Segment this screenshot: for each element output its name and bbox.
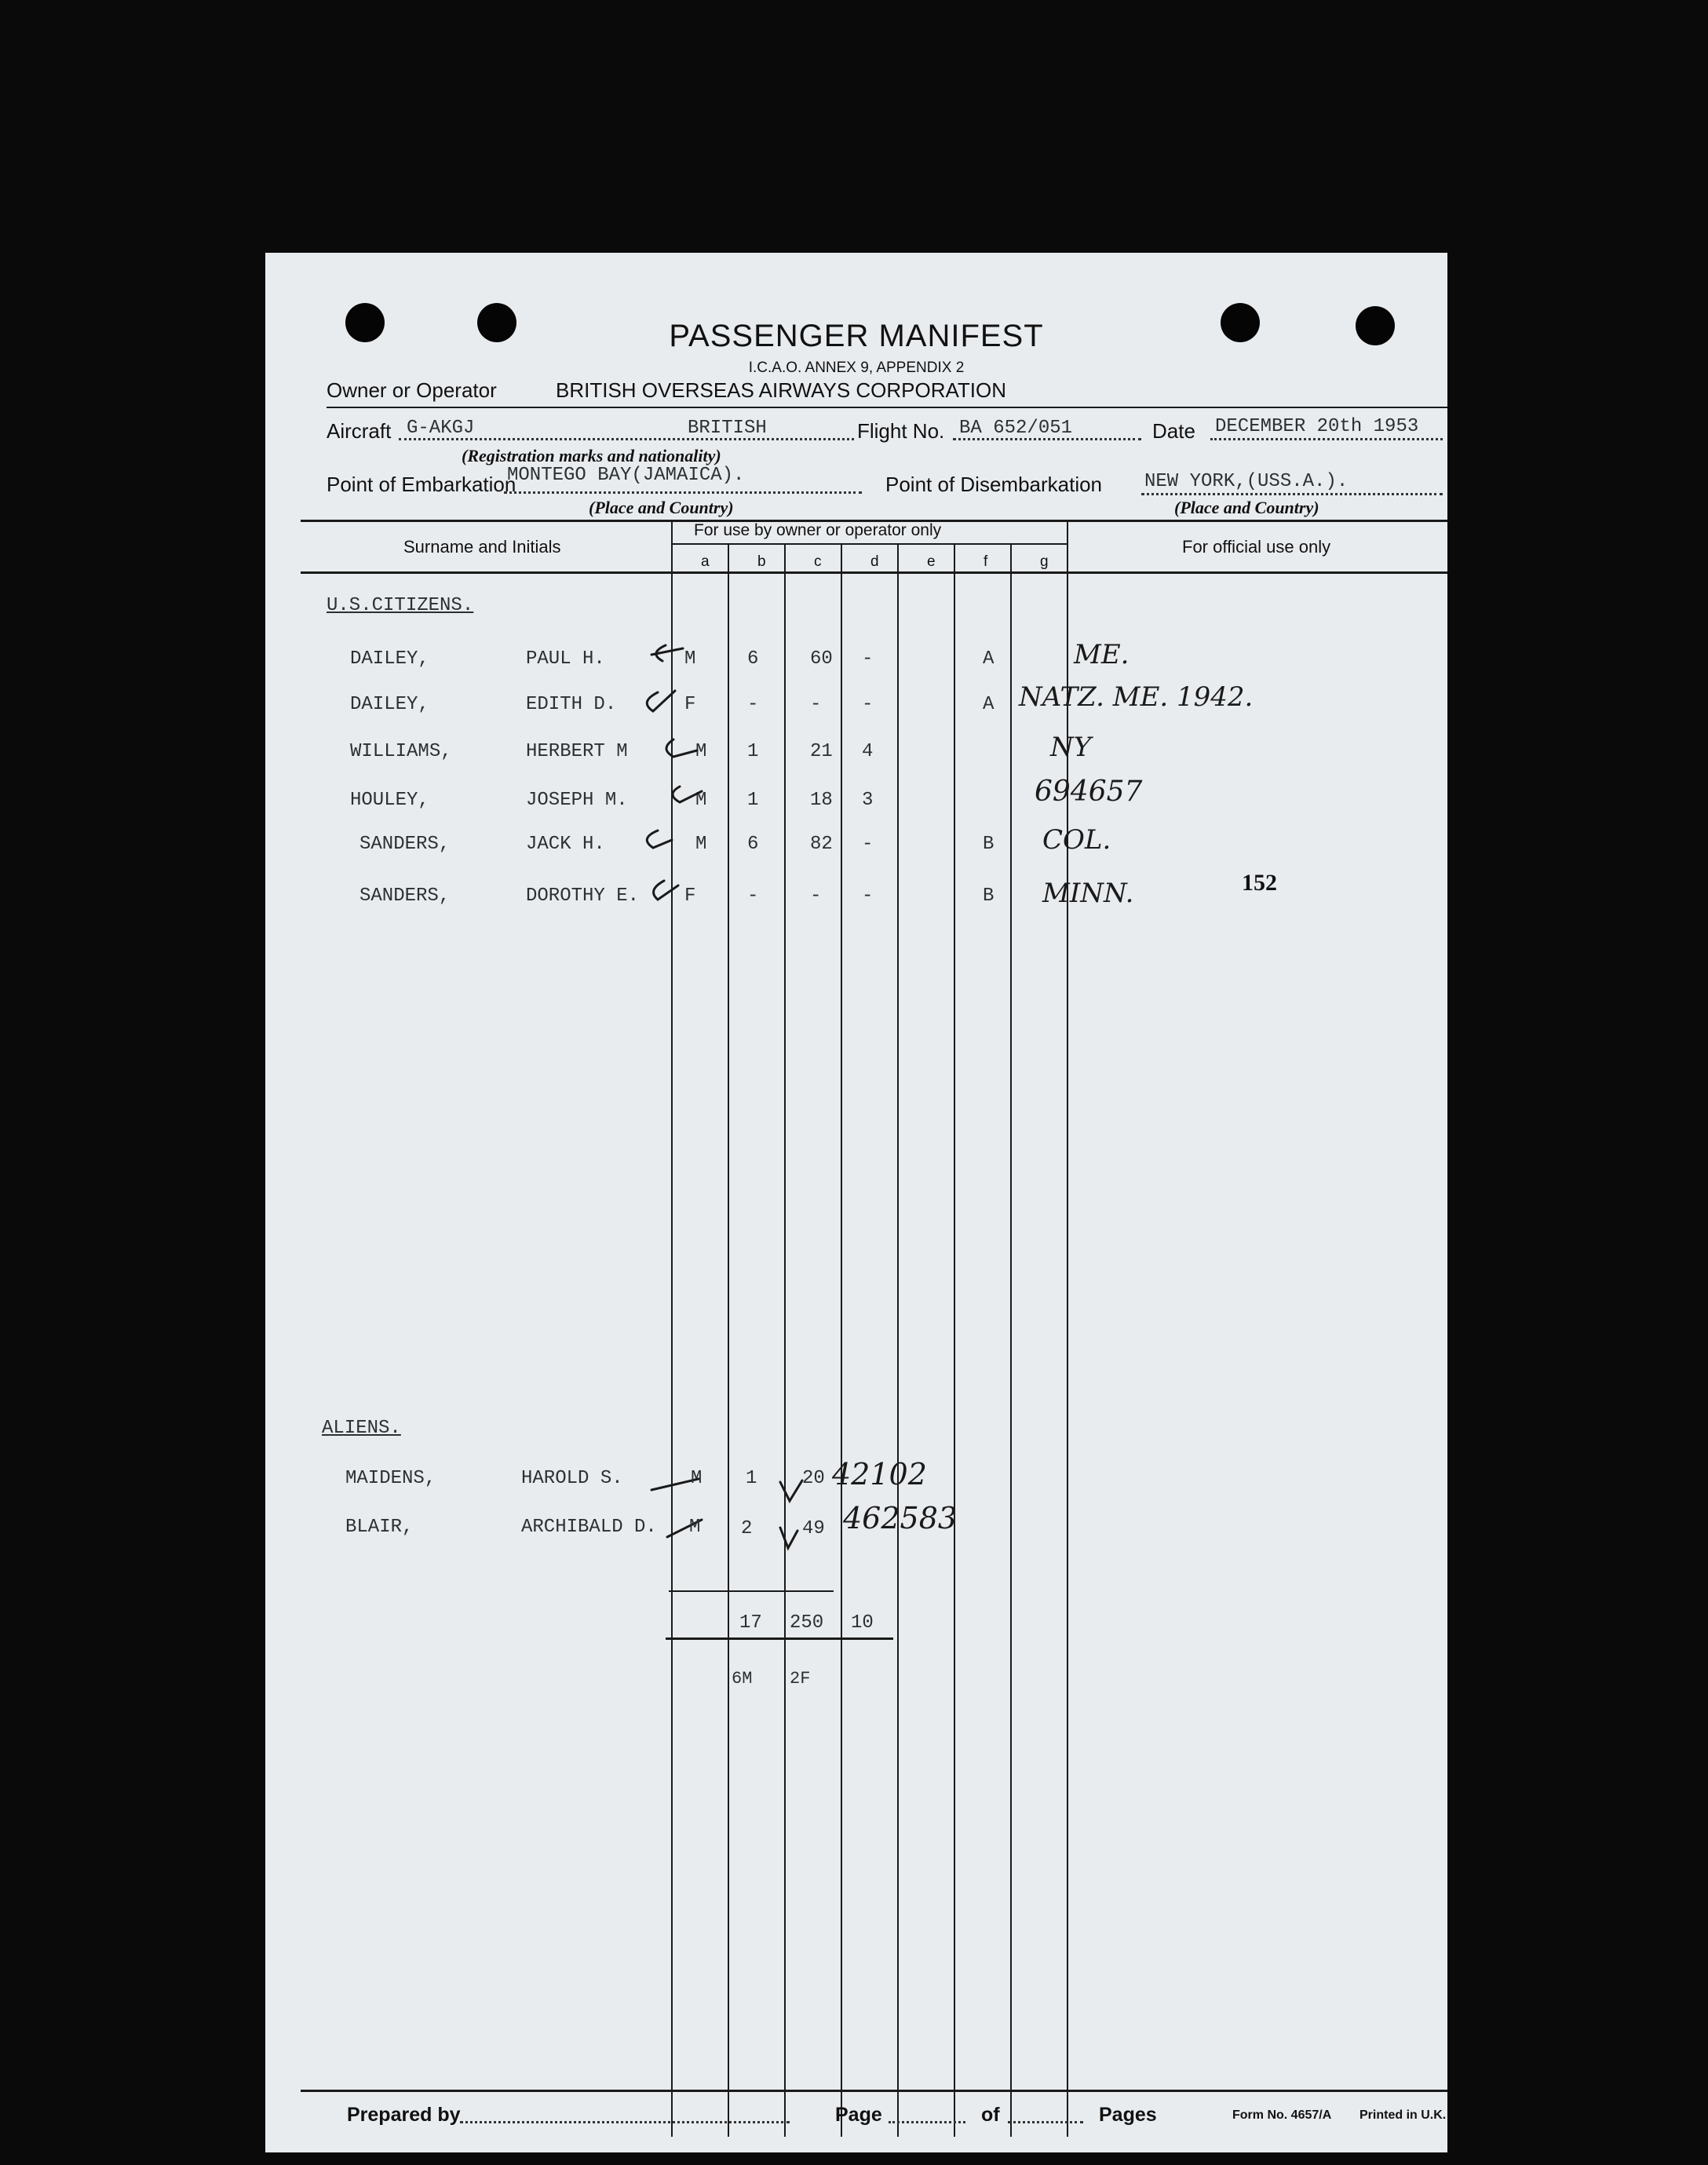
official-note: NY [1050,732,1092,763]
given-names: JACK H. [526,834,605,855]
official-note: MINN. [1042,878,1134,909]
flight-label: Flight No. [857,419,945,443]
column-d-value: - [862,694,874,715]
column-f-value: A [983,648,995,670]
official-column-header: For official use only [1182,537,1331,557]
column-b-header: b [757,553,766,570]
check-mark [654,881,678,900]
column-d-value: 3 [862,790,874,811]
given-names: PAUL H. [526,648,605,670]
column-d-value: - [862,648,874,670]
totals-bottom-rule [666,1637,893,1640]
surname: MAIDENS, [345,1468,436,1489]
check-marks [265,253,1447,2152]
given-names: ARCHIBALD D. [521,1517,657,1538]
owner-value: BRITISH OVERSEAS AIRWAYS CORPORATION [556,378,1007,402]
column-f-value: B [983,885,995,907]
check-mark [647,691,675,711]
given-names: HAROLD S. [521,1468,623,1489]
column-c-value: 20 [802,1468,825,1489]
column-f-value: A [983,694,995,715]
column-d-value: - [862,885,874,907]
sex: M [689,1517,701,1538]
column-c-value: 82 [810,834,833,855]
operator-columns-header: For use by owner or operator only [694,521,942,539]
date-value: DECEMBER 20th 1953 [1215,416,1419,437]
check-mark [651,645,683,661]
handwritten-number: 42102 [832,1457,927,1491]
prepared-by-label: Prepared by [347,2104,461,2126]
surname: BLAIR, [345,1517,414,1538]
column-b-value: 2 [741,1518,753,1539]
disembarkation-label: Point of Disembarkation [885,473,1103,496]
date-label: Date [1152,419,1195,443]
official-note: COL. [1042,824,1111,856]
column-b-value: 1 [746,1468,757,1489]
sex: F [684,885,696,907]
column-d-value: 4 [862,741,874,762]
sex: M [684,648,696,670]
check-mark [647,831,672,848]
section-aliens: ALIENS. [322,1418,401,1439]
given-names: HERBERT M [526,741,628,762]
official-note: NATZ. ME. 1942. [1019,681,1254,713]
column-b-value: 1 [747,741,759,762]
column-b-value: 1 [747,790,759,811]
footer-rule [301,2090,1447,2092]
official-note: 694657 [1035,776,1143,808]
handwritten-number: 462583 [843,1501,958,1535]
column-c-header: c [814,553,822,570]
column-c-value: 21 [810,741,833,762]
given-names: EDITH D. [526,694,617,715]
surname: HOULEY, [350,790,429,811]
column-e-header: e [927,553,936,570]
check-mark [780,1528,797,1548]
check-mark [780,1480,802,1501]
surname: WILLIAMS, [350,741,452,762]
embarkation-label: Point of Embarkation [327,473,516,496]
sex: F [684,694,696,715]
column-f-value: B [983,834,995,855]
column-c-value: 49 [802,1518,825,1539]
check-mark [673,787,702,802]
sex: M [695,790,707,811]
of-label: of [981,2104,1000,2126]
total-c: 250 [790,1612,824,1634]
embarkation-note: (Place and Country) [589,498,734,517]
aircraft-note: (Registration marks and nationality) [462,446,721,465]
page-subtitle: I.C.A.O. ANNEX 9, APPENDIX 2 [748,360,965,376]
aircraft-nationality: BRITISH [688,418,767,439]
page-label: Page [835,2104,882,2126]
surname: DAILEY, [350,648,429,670]
column-a-header: a [701,553,710,570]
disembarkation-value: NEW YORK,(USS.A.). [1144,471,1349,492]
surname: SANDERS, [359,834,451,855]
column-d-header: d [870,553,879,570]
surname: DAILEY, [350,694,429,715]
column-c-value: 60 [810,648,833,670]
column-f-header: f [984,553,988,570]
column-b-value: - [747,694,759,715]
disembarkation-note: (Place and Country) [1174,498,1319,517]
total-females: 2F [790,1669,811,1689]
owner-label: Owner or Operator [327,378,497,402]
manifest-sheet [265,253,1447,2152]
column-b-value: 6 [747,834,759,855]
name-column-header: Surname and Initials [403,537,561,557]
flight-value: BA 652/051 [959,418,1073,439]
total-d: 10 [851,1612,874,1634]
sex: M [691,1468,703,1489]
column-d-value: - [862,834,874,855]
column-b-value: 6 [747,648,759,670]
total-males: 6M [732,1669,753,1689]
column-c-value: - [810,694,822,715]
totals-top-rule [669,1590,834,1592]
column-b-value: - [747,885,759,907]
pages-label: Pages [1099,2104,1157,2126]
sex: M [695,834,707,855]
form-number: Form No. 4657/A [1232,2108,1332,2122]
prepared-by-field[interactable] [460,2121,790,2123]
given-names: JOSEPH M. [526,790,628,811]
official-note: ME. [1074,639,1130,670]
surname: SANDERS, [359,885,451,907]
total-b: 17 [739,1612,762,1634]
column-c-value: - [810,885,822,907]
given-names: DOROTHY E. [526,885,640,907]
printed-in: Printed in U.K. [1359,2108,1447,2122]
section-citizens: U.S.CITIZENS. [327,595,474,616]
column-c-value: 18 [810,790,833,811]
column-g-header: g [1040,553,1049,570]
total-pages-field[interactable] [1008,2121,1083,2123]
official-number: 152 [1242,870,1277,896]
aircraft-registration: G-AKGJ [407,418,475,439]
page-title: PASSENGER MANIFEST [669,319,1044,353]
page-number-field[interactable] [889,2121,965,2123]
embarkation-value: MONTEGO BAY(JAMAICA). [507,465,745,486]
check-mark [666,739,697,757]
aircraft-label: Aircraft [327,419,392,443]
sex: M [695,741,707,762]
